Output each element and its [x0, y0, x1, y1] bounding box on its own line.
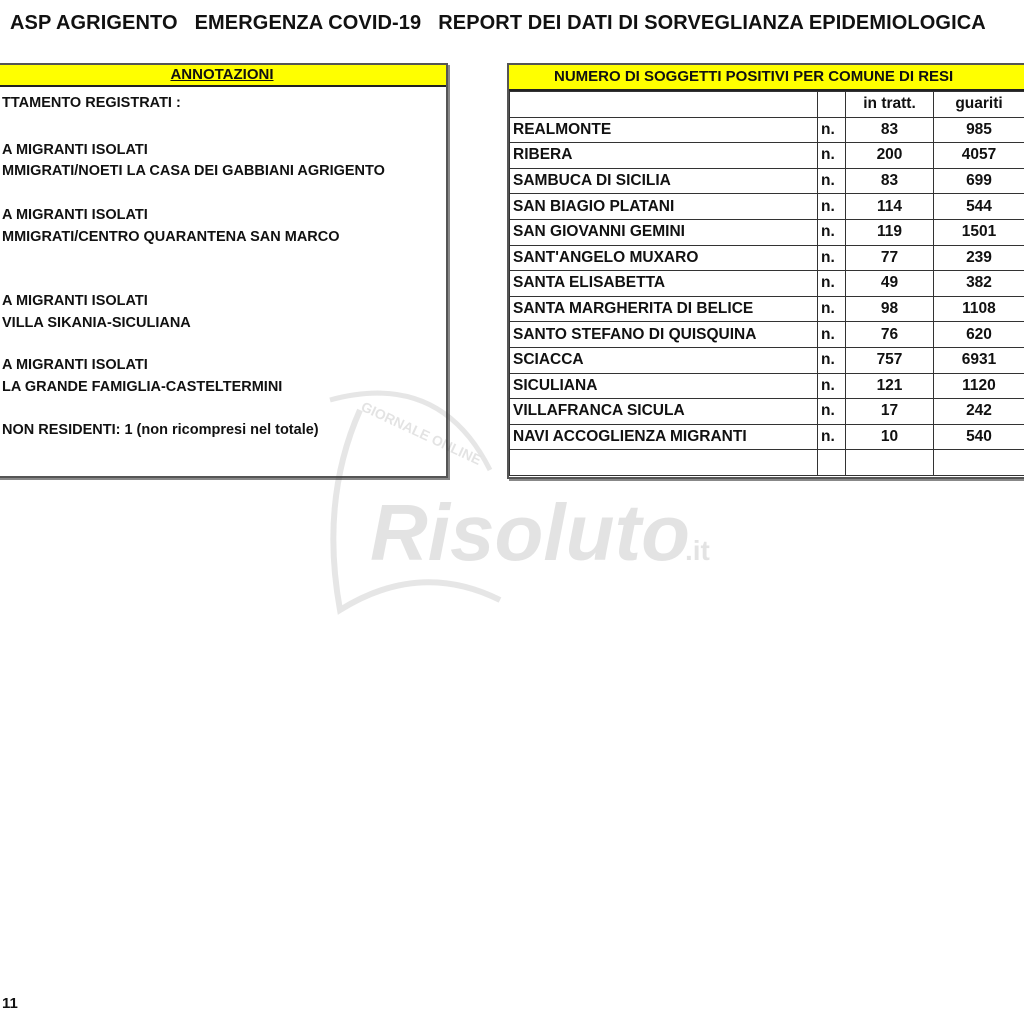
column-header-guariti: guariti — [934, 92, 1024, 118]
table-row — [510, 322, 1024, 348]
count-prefix: n. — [818, 245, 846, 271]
watermark-brand: Risoluto — [370, 488, 690, 577]
table-row — [510, 399, 1024, 425]
table-title: NUMERO DI SOGGETTI POSITIVI PER COMUNE DI RESI — [509, 65, 1024, 91]
annotation-line: LA GRANDE FAMIGLIA-CASTELTERMINI — [2, 379, 283, 395]
table-row — [510, 245, 1024, 271]
comune-name: SAN GIOVANNI GEMINI — [510, 219, 818, 245]
annotations-panel — [0, 63, 448, 478]
empty-cell — [818, 450, 846, 476]
guariti-value: 239 — [934, 245, 1024, 271]
comune-name: SAMBUCA DI SICILIA — [510, 168, 818, 194]
table-row — [510, 168, 1024, 194]
count-prefix: n. — [818, 271, 846, 297]
positives-table-panel — [507, 63, 1024, 479]
table-row-empty — [510, 450, 1024, 476]
count-prefix: n. — [818, 143, 846, 169]
in-tratt-value: 83 — [846, 168, 934, 194]
column-header-in-tratt: in tratt. — [846, 92, 934, 118]
in-tratt-value: 757 — [846, 347, 934, 373]
guariti-value: 6931 — [934, 347, 1024, 373]
count-prefix: n. — [818, 194, 846, 220]
in-tratt-value: 83 — [846, 117, 934, 143]
in-tratt-value: 49 — [846, 271, 934, 297]
page-number: 11 — [2, 995, 18, 1012]
annotation-line: VILLA SIKANIA-SICULIANA — [2, 315, 191, 331]
watermark-tld: .it — [685, 535, 710, 566]
in-tratt-value: 98 — [846, 296, 934, 322]
annotation-line: A MIGRANTI ISOLATI — [2, 207, 148, 223]
comune-name: SAN BIAGIO PLATANI — [510, 194, 818, 220]
in-tratt-value: 200 — [846, 143, 934, 169]
guariti-value: 1120 — [934, 373, 1024, 399]
count-prefix: n. — [818, 219, 846, 245]
comune-name: SCIACCA — [510, 347, 818, 373]
table-row — [510, 117, 1024, 143]
count-prefix: n. — [818, 168, 846, 194]
table-row — [510, 347, 1024, 373]
comune-name: SANTA MARGHERITA DI BELICE — [510, 296, 818, 322]
in-tratt-value: 76 — [846, 322, 934, 348]
in-tratt-value: 77 — [846, 245, 934, 271]
guariti-value: 382 — [934, 271, 1024, 297]
table-row — [510, 143, 1024, 169]
table-row — [510, 194, 1024, 220]
annotation-line: NON RESIDENTI: 1 (non ricompresi nel totale) — [2, 422, 319, 438]
count-prefix: n. — [818, 399, 846, 425]
count-prefix: n. — [818, 322, 846, 348]
annotation-line: A MIGRANTI ISOLATI — [2, 142, 148, 158]
count-prefix: n. — [818, 424, 846, 450]
annotation-line: A MIGRANTI ISOLATI — [2, 357, 148, 373]
annotation-line: TTAMENTO REGISTRATI : — [2, 95, 181, 111]
table-row — [510, 296, 1024, 322]
guariti-value: 1501 — [934, 219, 1024, 245]
annotation-line: MMIGRATI/CENTRO QUARANTENA SAN MARCO — [2, 229, 340, 245]
comune-name: SICULIANA — [510, 373, 818, 399]
annotation-line: MMIGRATI/NOETI LA CASA DEI GABBIANI AGRIGENTO — [2, 163, 385, 179]
watermark-tagline: GIORNALE ONLINE — [358, 398, 484, 468]
count-prefix: n. — [818, 296, 846, 322]
comune-name: REALMONTE — [510, 117, 818, 143]
guariti-value: 985 — [934, 117, 1024, 143]
annotation-line: A MIGRANTI ISOLATI — [2, 293, 148, 309]
comune-name: SANT'ANGELO MUXARO — [510, 245, 818, 271]
page-title: ASP AGRIGENTO EMERGENZA COVID-19 REPORT DEI DATI DI SORVEGLIANZA EPIDEMIOLOGICA — [10, 12, 986, 34]
in-tratt-value: 121 — [846, 373, 934, 399]
guariti-value: 4057 — [934, 143, 1024, 169]
in-tratt-value: 119 — [846, 219, 934, 245]
comune-name: NAVI ACCOGLIENZA MIGRANTI — [510, 424, 818, 450]
table-row — [510, 219, 1024, 245]
comune-name: SANTO STEFANO DI QUISQUINA — [510, 322, 818, 348]
guariti-value: 540 — [934, 424, 1024, 450]
table-row — [510, 373, 1024, 399]
comune-name: VILLAFRANCA SICULA — [510, 399, 818, 425]
in-tratt-value: 10 — [846, 424, 934, 450]
guariti-value: 699 — [934, 168, 1024, 194]
comune-name: RIBERA — [510, 143, 818, 169]
in-tratt-value: 17 — [846, 399, 934, 425]
in-tratt-value: 114 — [846, 194, 934, 220]
count-prefix: n. — [818, 373, 846, 399]
annotations-title: ANNOTAZIONI — [0, 65, 446, 87]
positives-table — [509, 91, 1024, 476]
table-row — [510, 424, 1024, 450]
guariti-value: 242 — [934, 399, 1024, 425]
guariti-value: 620 — [934, 322, 1024, 348]
guariti-value: 1108 — [934, 296, 1024, 322]
table-row — [510, 271, 1024, 297]
header-blank — [510, 92, 818, 118]
empty-cell — [934, 450, 1024, 476]
empty-cell — [510, 450, 818, 476]
table-header-row — [510, 92, 1024, 118]
header-blank — [818, 92, 846, 118]
comune-name: SANTA ELISABETTA — [510, 271, 818, 297]
guariti-value: 544 — [934, 194, 1024, 220]
count-prefix: n. — [818, 347, 846, 373]
count-prefix: n. — [818, 117, 846, 143]
empty-cell — [846, 450, 934, 476]
